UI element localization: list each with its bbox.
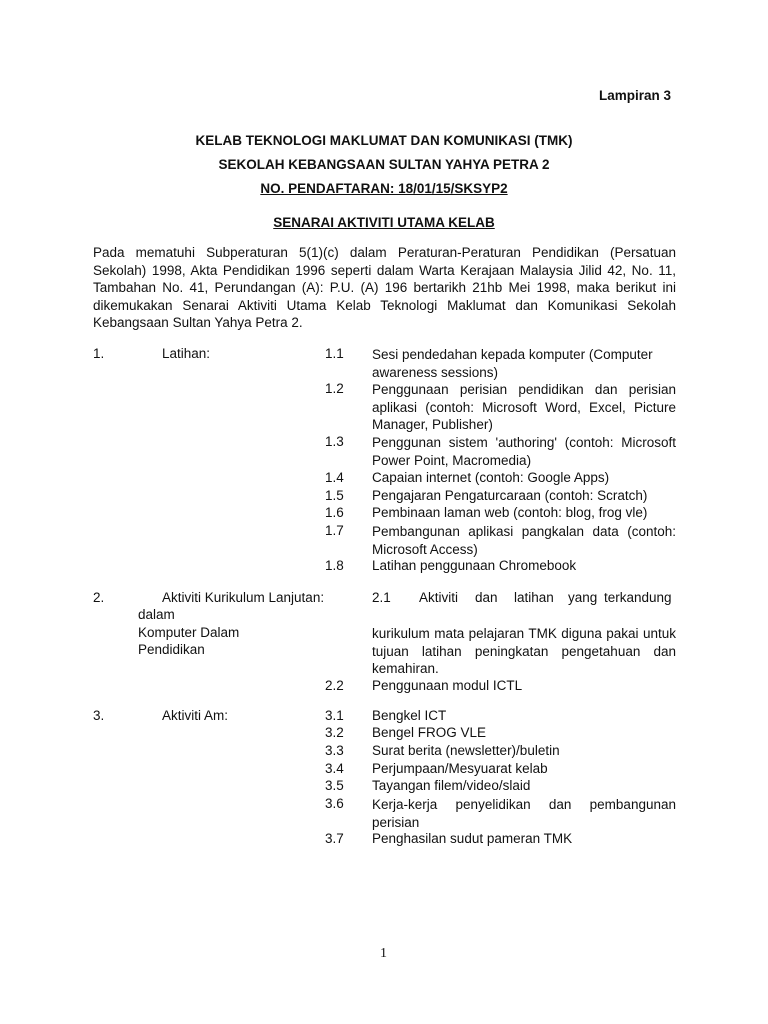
- item-number: 1.2: [325, 381, 344, 396]
- title-registration: NO. PENDAFTARAN: 18/01/15/SKSYP2: [260, 181, 508, 196]
- section-3-heading: Aktiviti Am:: [162, 708, 229, 723]
- section-2-heading-line3: Komputer Dalam: [138, 625, 240, 640]
- section-2-heading: Aktiviti Kurikulum Lanjutan:: [162, 590, 325, 605]
- item-text-word: yang: [568, 590, 598, 605]
- item-number: 1.8: [325, 558, 344, 573]
- item-text: Perjumpaan/Mesyuarat kelab: [372, 761, 548, 776]
- item-text-word: latihan: [514, 590, 554, 605]
- item-number: 1.3: [325, 434, 344, 449]
- item-number: 3.3: [325, 743, 344, 758]
- item-number: 3.7: [325, 831, 344, 846]
- section-2-number: 2.: [93, 590, 105, 605]
- item-number: 1.4: [325, 470, 344, 485]
- item-text-word: terkandung: [604, 590, 672, 605]
- item-number: 3.5: [325, 778, 344, 793]
- item-text: Penggunan sistem 'authoring' (contoh: Microsoft Power Point, Macromedia): [372, 435, 676, 468]
- item-text-word: Aktiviti: [419, 590, 459, 605]
- item-text: Kerja-kerja penyelidikan dan pembangunan perisian: [372, 797, 676, 830]
- item-text: Pembinaan laman web (contoh: blog, frog vle): [372, 505, 648, 520]
- item-number: 3.4: [325, 761, 344, 776]
- page-number: 1: [380, 946, 387, 961]
- appendix-label: Lampiran 3: [599, 88, 672, 103]
- section-1-heading: Latihan:: [162, 346, 211, 361]
- item-number: 1.5: [325, 488, 344, 503]
- item-number: 1.1: [325, 346, 344, 361]
- item-text: Surat berita (newsletter)/buletin: [372, 743, 560, 758]
- item-number: 3.6: [325, 796, 344, 811]
- item-text: Bengkel ICT: [372, 708, 447, 723]
- section-3-number: 3.: [93, 708, 105, 723]
- item-text: Penghasilan sudut pameran TMK: [372, 831, 573, 846]
- title-club: KELAB TEKNOLOGI MAKLUMAT DAN KOMUNIKASI (TMK): [195, 133, 573, 148]
- item-text: Capaian internet (contoh: Google Apps): [372, 470, 610, 485]
- item-number: 2.1: [372, 590, 391, 605]
- item-number: 1.7: [325, 523, 344, 538]
- item-text: Penggunaan perisian pendidikan dan perisian aplikasi (contoh: Microsoft Word, Excel, Picture Manager, Publisher): [372, 382, 676, 432]
- item-number: 2.2: [325, 678, 344, 693]
- item-text: Pembangunan aplikasi pangkalan data (contoh: Microsoft Access): [372, 524, 676, 557]
- item-text: Pengajaran Pengaturcaraan (contoh: Scratch): [372, 488, 648, 503]
- section-2-heading-line4: Pendidikan: [138, 642, 205, 657]
- intro-paragraph: Pada mematuhi Subperaturan 5(1)(c) dalam Peraturan-Peraturan Pendidikan (Persatuan Sekolah) 1998, Akta Pendidikan 1996 seperti dalam Warta Kerajaan Malaysia Jilid 42, No. 11, Tambahan No. 41, Perundangan (A): P.U. (A) 196 bertarikh 21hb Mei 1998, maka berikut ini dikemukakan Senarai Aktiviti Utama Kelab Teknologi Maklumat dan Komunikasi Sekolah Kebangsaan Sultan Yahya Petra 2.: [93, 245, 676, 330]
- title-activity-list: SENARAI AKTIVITI UTAMA KELAB: [273, 215, 495, 230]
- item-text-word: dan: [475, 590, 498, 605]
- section-1-number: 1.: [93, 346, 105, 361]
- item-text: Penggunaan modul ICTL: [372, 678, 523, 693]
- item-text: Sesi pendedahan kepada komputer (Computer awareness sessions): [372, 347, 653, 380]
- item-text: Bengel FROG VLE: [372, 725, 487, 740]
- item-text: kurikulum mata pelajaran TMK diguna pakai untuk tujuan latihan peningkatan pengetahuan dan kemahiran.: [372, 626, 676, 676]
- item-number: 3.2: [325, 725, 344, 740]
- item-text: Latihan penggunaan Chromebook: [372, 558, 577, 573]
- item-number: 3.1: [325, 708, 344, 723]
- title-school: SEKOLAH KEBANGSAAN SULTAN YAHYA PETRA 2: [218, 157, 550, 172]
- item-text: Tayangan filem/video/slaid: [372, 778, 531, 793]
- section-2-heading-line2: dalam: [138, 607, 175, 622]
- item-number: 1.6: [325, 505, 344, 520]
